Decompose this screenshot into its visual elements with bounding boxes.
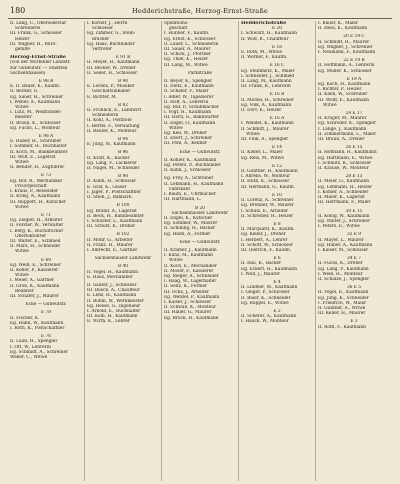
- house-number: B 100: [116, 203, 130, 209]
- resident-entry: II. Fröhlich, E., Landwirt: [87, 108, 142, 114]
- house-number: E 76: [41, 334, 51, 340]
- resident-entry: I. Ahrens, W., Monteur: [241, 174, 291, 180]
- resident-entry: II. Kohl, A., Postbote: [87, 118, 132, 124]
- resident-entry: Eg. Keil, W., Dreher: [164, 131, 207, 137]
- house-number: Ecke — Gutleutstr.: [179, 239, 221, 245]
- resident-entry: II. Vogel, E., Kaufmann: [318, 290, 369, 296]
- resident-entry: III. Dietrich, F., Kaufm.: [241, 247, 292, 253]
- resident-entry: Eg. Reis, M., Witwe: [241, 155, 284, 161]
- resident-entry: II. Sauter, J., Schlosser: [87, 282, 137, 288]
- resident-entry: III. Pohl, A., Kellner: [164, 141, 207, 147]
- resident-entry: I. Peters, E., Witwe: [318, 224, 360, 230]
- resident-entry: Eg. Walter, J., Schreiner: [318, 218, 371, 224]
- resident-entry: II. Rau, K., Bäcker: [241, 261, 282, 267]
- resident-entry: I. Kaiser, M., Schlosser: [318, 247, 369, 253]
- resident-entry: II. Kühn, J., Schlosser: [164, 168, 211, 174]
- resident-entry: II. Koch, E., Mechaniker: [164, 263, 217, 269]
- house-number: E 16 C: [269, 63, 285, 69]
- resident-entry: II. Ebert, J., Schreiner: [164, 136, 213, 142]
- page-header: [8, 6, 392, 19]
- resident-entry: Eg. Ruppel, E., Witwe: [241, 300, 289, 306]
- resident-entry: Witwe: [15, 160, 29, 166]
- resident-entry: II. Schulze, J., Spengler: [318, 276, 370, 282]
- resident-entry: I. Friedrich, W., Maler: [318, 300, 367, 306]
- resident-entry: II. Kiefer, L., Maler: [241, 150, 283, 156]
- resident-entry: Witwe: [15, 105, 29, 111]
- resident-entry: III. Frank, R., Lehrerin: [241, 84, 291, 90]
- house-number: E 98 A: [38, 134, 54, 140]
- house-number: 20 E 19 C: [343, 34, 365, 40]
- resident-entry: Witwe: [15, 249, 29, 255]
- resident-entry: III. Ochs, J., Arbeiter: [164, 289, 210, 295]
- resident-entry: I. Geiger, P., Schlosser: [241, 290, 290, 296]
- resident-entry: III. Becker, W., Dreher: [87, 65, 136, 71]
- resident-entry: II. Marquard, K., Kaufm.: [241, 227, 295, 233]
- resident-entry: zur Gutleutstr. — Stadtteil: [10, 65, 68, 71]
- resident-entry: I. Adler, W., Tapezierer: [164, 94, 214, 100]
- resident-entry: II. Förster, W., Verwalter: [10, 223, 64, 229]
- resident-entry: II. Huth, K., Schlosser: [241, 179, 290, 185]
- resident-entry: Eg. Thiel, K., Heizer: [164, 57, 209, 63]
- resident-entry: III. Schütz, K., Dreher: [87, 224, 136, 230]
- house-number: B 92: [118, 102, 128, 108]
- resident-entry: II. Günther, A., Witwe: [318, 305, 366, 311]
- resident-entry: E. Jung, W., Kaufmann: [87, 142, 136, 148]
- resident-entry: Eg. Koch, H., Kaufmann: [318, 82, 371, 88]
- resident-entry: Frisörgeschäft: [15, 183, 47, 189]
- resident-entry: II. Beyer, K., Spengler: [164, 79, 213, 85]
- resident-entry: III. Ruppert, H., Kutscher: [10, 199, 66, 205]
- resident-entry: I. Schwarz, H., Kaufmann: [241, 31, 297, 37]
- resident-entry: E. Roth, M., Witwe: [241, 50, 283, 56]
- resident-entry: Eg. Lehmann, H., Heizer: [318, 184, 373, 190]
- resident-entry: I. Baum, E., Uhrmacher: [164, 192, 216, 198]
- resident-entry: II. Franz, H., Maurer: [87, 242, 133, 248]
- resident-entry: gehilfe: [15, 47, 30, 53]
- house-number: E 18: [272, 44, 282, 50]
- resident-entry: I. Schmitz, K., Schlosser: [318, 160, 372, 166]
- resident-entry: II. Dietz, E., Kaufmann: [164, 84, 214, 90]
- resident-entry: II. Groß, K., Kaufmann: [10, 283, 60, 289]
- resident-entry: Eg. Lang, F., Lackierer: [87, 160, 137, 166]
- resident-entry: II. Mayer, L., Maurer: [318, 237, 364, 243]
- house-number: E 73: [41, 173, 51, 179]
- resident-entry: II. Beck, H., Bahnbeamter: [87, 213, 144, 219]
- house-number: B 94: [118, 137, 128, 143]
- resident-entry: II. Hofmann, R., Kaufmann: [318, 150, 377, 156]
- resident-entry: II. Krieg, A., Kaufmann: [10, 194, 61, 200]
- resident-entry: II. Nagel, M., Schneider: [87, 166, 140, 172]
- resident-entry: II. Moser, F., Kassierer: [164, 268, 214, 274]
- resident-entry: (von der Mörfelder Landstr.: [10, 60, 71, 66]
- directory-column-3: [162, 21, 239, 481]
- resident-entry: Eg. Jung, K., Schneider: [318, 295, 369, 301]
- resident-entry: Eg. Müller, K., Schlosser: [318, 68, 372, 74]
- resident-entry: Eg. Keller, J., Dreher: [241, 232, 286, 238]
- resident-entry: Eg. Hesse, G., Ingenieur: [87, 303, 141, 309]
- resident-entry: II. Meyer, H., Kaufmann: [87, 60, 140, 66]
- house-number: 30 E 11: [345, 208, 363, 214]
- resident-entry: I. Haag, W., Lagerhalter: [164, 279, 217, 285]
- resident-entry: Eg. Haas, Buchbinder: [87, 41, 135, 47]
- resident-entry: II. Keller, P., Kassierer: [10, 267, 59, 273]
- house-number: 32 E 9: [346, 232, 362, 238]
- resident-entry: Witwe: [15, 204, 29, 210]
- house-number: E 69: [41, 257, 51, 263]
- resident-entry: II. Schott, W., Schlosser: [241, 242, 293, 248]
- resident-entry: drucker: [92, 36, 110, 42]
- resident-entry: E. Lenz, H., Kaufmann: [87, 293, 137, 299]
- resident-entry: II. Engel, K., Kutscher: [164, 215, 213, 221]
- resident-entry: III. Busch, A., Chauffeur: [87, 288, 140, 294]
- resident-entry: Eg. Weiß, E., Schreiner: [10, 262, 61, 268]
- house-number: E 20: [272, 26, 282, 32]
- resident-entry: II. Bender, H., Zugführer: [10, 165, 65, 171]
- resident-entry: II. Krause, W., Monteur: [318, 166, 369, 172]
- house-number: E 2: [273, 308, 281, 314]
- resident-entry: I. Kaiser, J., Schlosser: [164, 299, 212, 305]
- resident-entry: Eg. Rieger, A., Schneider: [164, 273, 219, 279]
- house-number: 26 E 15: [345, 145, 363, 151]
- resident-entry: Schlosser: [92, 26, 114, 32]
- resident-entry: Fabrikant: [169, 186, 191, 192]
- resident-entry: Eg. Schröder, K., Spengler: [318, 121, 377, 127]
- resident-entry: II. König, W., Kaufmann: [318, 213, 370, 219]
- house-number: E 6: [273, 256, 281, 262]
- house-number: B 40: [118, 264, 128, 270]
- resident-entry: Eg. Brück, H., Kaufmann: [164, 315, 219, 321]
- resident-entry: Weber, C., Witwe: [10, 354, 48, 360]
- house-number: E 98 B: [38, 79, 54, 85]
- resident-entry: II. Becker, G.: [10, 89, 39, 95]
- resident-entry: Sachsenhausen): [10, 70, 46, 76]
- resident-entry: Eg. Fuchs, L., Monteur: [10, 125, 61, 131]
- resident-entry: II. Dörr, K., Heizer: [241, 108, 282, 114]
- resident-entry: III. Lang, M., Witwe: [164, 62, 208, 68]
- resident-entry: II. Köhler, K., Kaufmann: [164, 157, 217, 163]
- resident-entry: II. Koch, M., Bankbeamter: [10, 149, 68, 155]
- house-number: B 98: [118, 174, 128, 180]
- resident-entry: Eg. Wagner, J., Schreiner: [318, 44, 373, 50]
- resident-entry: III. Kolb, H., Kaufmann: [87, 314, 138, 320]
- resident-entry: II. Günther, H., Kaufmann: [241, 169, 298, 175]
- resident-entry: E. Huber, H., Schreiner: [10, 139, 62, 145]
- resident-entry: Geschäftsinhaber: [92, 89, 131, 95]
- resident-entry: I. Arnold, E., Buchhalter: [87, 308, 141, 314]
- resident-entry: Eg. Heim, A., Former: [164, 231, 211, 237]
- resident-entry: II. Schmitt, J., Maurer: [241, 126, 289, 132]
- resident-entry: I. Lange, J., Kaufmann: [318, 126, 367, 132]
- house-number: 28 E 13: [345, 174, 363, 180]
- resident-entry: II. Roth, F., Kaufmann: [318, 324, 366, 330]
- resident-entry: I. Weber, A., Kaufmann: [10, 99, 61, 105]
- resident-entry: Speditions-: [164, 21, 189, 26]
- resident-entry: I. Neumann, F., Kaufmann: [318, 50, 376, 56]
- resident-entry: II. Engel, O., Kaufmann: [164, 120, 216, 126]
- resident-entry: Eg. Brand, A., Lagerist: [87, 208, 137, 214]
- house-number: 22 E 19 B: [343, 58, 365, 64]
- resident-entry: II. Schreiber, H., Heizer: [241, 213, 294, 219]
- resident-entry: Eg. Zimmer, G., Stein-: [87, 31, 136, 37]
- resident-entry: I. Bauer, K., Maler: [318, 21, 359, 26]
- directory-columns: [8, 21, 392, 481]
- resident-entry: Witwe: [15, 273, 29, 279]
- house-number: E 91 B: [115, 55, 131, 61]
- house-number: B 102: [116, 232, 130, 238]
- resident-entry: Beamter: [15, 288, 34, 294]
- resident-entry: II. Wolf, R., Chauffeur: [241, 36, 289, 42]
- resident-entry: Schneiderin: [92, 113, 119, 119]
- resident-entry: E. Lorenz, P., Musiker: [87, 84, 135, 90]
- resident-entry: I. Berg, K., Buchdrucker: [10, 228, 64, 234]
- resident-entry: Witwe: [169, 125, 183, 131]
- house-number: E 71: [41, 212, 51, 218]
- resident-entry: II. Fuchs, K., Dreher: [318, 261, 363, 267]
- house-number: B 90: [118, 79, 128, 85]
- street-heading: Hedderichstraße: [241, 21, 287, 26]
- resident-entry: III. Herrmann, F., Maler: [318, 200, 371, 206]
- resident-entry: Eg. Ruf, P., Schuhmacher: [164, 105, 219, 111]
- resident-entry: Eg. Lang, P., Kaufmann: [318, 266, 369, 272]
- resident-entry: II. Scherer, A., Kaufmann: [241, 314, 297, 320]
- resident-entry: E. Wirth, K., Lehrer: [87, 319, 130, 325]
- resident-entry: Eg. Hahn, W., Kaufmann: [10, 320, 64, 326]
- directory-column-5: [316, 21, 392, 481]
- resident-entry: II. Schwab, K., Monteur: [164, 305, 217, 311]
- house-number: Ecke — Gutleutstr.: [25, 302, 67, 308]
- house-number: E 78: [41, 310, 51, 316]
- resident-entry: II. Seiler, H., Schlosser: [87, 70, 138, 76]
- street-heading: Herzog-Ernst-Straße: [10, 55, 66, 61]
- resident-entry: III. Sauer, A., Maurer: [164, 47, 211, 53]
- resident-entry: II. Fischer, K.: [10, 315, 40, 321]
- house-number: Ecke — Gutleutstr.: [179, 149, 221, 155]
- resident-entry: II. Hoffmann, A., Lehrerin: [318, 63, 375, 69]
- resident-entry: III. Schäfer, J., Maurer: [10, 293, 59, 299]
- resident-entry: E. II. Bauer, K., Kaufm.: [10, 84, 61, 90]
- resident-entry: III. Walter, E., Schmied: [10, 238, 61, 244]
- resident-entry: I. Herbert, A., Lehrer: [241, 237, 288, 243]
- resident-entry: E. Graf, K., Glaser: [87, 184, 127, 190]
- resident-entry: I. Sommer, H., Buchhalter: [10, 144, 67, 150]
- house-number: 36 E 5: [346, 285, 362, 291]
- resident-entry: II. Lang, C., Obersekretär: [10, 21, 67, 26]
- resident-entry: I. Köhler, A., Schneider: [318, 189, 369, 195]
- resident-entry: II. Hess, K., Kaufmann: [318, 26, 368, 32]
- resident-entry: Eg. Ziegler, H., Arbeiter: [10, 218, 63, 224]
- resident-entry: I. Hübner, F., Kaufm.: [164, 31, 210, 37]
- house-number: Sachsenhäuser Landwehr: [171, 210, 229, 216]
- resident-entry: I. Richter, P., Heizer: [318, 87, 362, 93]
- resident-entry: II. Schick, J., Pförtner: [164, 52, 212, 58]
- house-number: E 12: [272, 163, 282, 169]
- resident-entry: Eg. Sommer, W., Maurer: [164, 221, 218, 227]
- resident-entry: II. Klein, W., Schreiner: [318, 92, 368, 98]
- resident-entry: II. Lang, M., Kaufmann: [241, 79, 292, 85]
- resident-entry: Oberlokführer: [15, 233, 47, 239]
- house-number: E 10: [272, 192, 282, 198]
- resident-entry: II. Schilling, H., Bäcker: [164, 226, 216, 232]
- resident-entry: III. Wolf, E., Lagerist: [10, 154, 56, 160]
- resident-entry: Eg. Ernst, K., Schlosser: [164, 36, 216, 42]
- resident-entry: III. Horn, G., Bahnwärter: [164, 115, 219, 121]
- resident-entry: I. Schulz, E., Arbeiter: [241, 208, 289, 214]
- resident-entry: II. Krüger, M., Maurer: [318, 116, 367, 122]
- resident-entry: II. Reuter, K., Monteur: [87, 128, 137, 134]
- resident-entry: I. Lutz, M., Weißbinder-: [10, 110, 62, 116]
- resident-entry: II. Mohr, G., Arbeiter: [87, 237, 133, 243]
- directory-column-1: [8, 21, 85, 481]
- resident-entry: II. Kraft, K., Bäcker: [87, 155, 130, 161]
- resident-entry: I. Ott, W., Lehrerin: [10, 344, 51, 350]
- resident-entry: III. Braun, A., Dreher: [318, 137, 365, 143]
- house-number: B 20: [195, 205, 205, 211]
- resident-entry: III. Hartmann, L.: [164, 197, 202, 203]
- resident-entry: III. Frank, G., Schlosser: [10, 31, 62, 37]
- resident-entry: III. Haller, G., Maurer: [164, 310, 212, 316]
- resident-entry: I. Schuster, L., Kaufmann: [87, 218, 143, 224]
- house-number: B 96: [118, 150, 128, 156]
- resident-entry: II. Böhm, W., Werkmeister: [87, 298, 144, 304]
- resident-entry: I. Roth, K., Postschaffner: [10, 325, 65, 331]
- resident-entry: III. Wagner, H., Büro-: [10, 41, 57, 47]
- resident-entry: II. Seitz, K., Former: [164, 284, 208, 290]
- resident-entry: I. Vogt, H., Kaufmann: [164, 110, 212, 116]
- resident-entry: I. Weiß, H., Monteur: [318, 271, 363, 277]
- resident-entry: I. Kraus, P., Reisender: [10, 189, 59, 195]
- resident-entry: II. Kuhn, H., Schlosser: [87, 179, 137, 185]
- resident-entry: I. Jäger, P., Postschaffner: [87, 189, 142, 195]
- resident-entry: II. Zimmermann, L., Maler: [318, 131, 377, 137]
- resident-entry: Witwe: [323, 102, 337, 108]
- resident-entry: II. Michel, H., Schreiner: [241, 97, 295, 103]
- resident-entry: E. Haas, Mechaniker: [87, 274, 133, 280]
- resident-entry: Eg. Frey, A., Schreiner: [164, 176, 214, 182]
- house-number: Parkstraße: [188, 70, 212, 76]
- resident-entry: I. Schneider, J., Schmied: [241, 73, 295, 79]
- resident-entry: II. Lorenz, A., Schreiner: [241, 198, 294, 204]
- resident-entry: I. Albrecht, E., Gärtner: [87, 247, 138, 253]
- resident-entry: I. Hauck, W., Monteur: [241, 319, 289, 325]
- resident-entry: Eg. Hof, R., Mechaniker: [10, 178, 63, 184]
- resident-entry: Eg. Hartmann, E., Witwe: [318, 155, 373, 161]
- resident-entry: II. Baier, K., Schneider: [241, 295, 291, 301]
- house-number: E 19 A: [346, 76, 362, 82]
- house-number: E 16 A: [269, 116, 285, 122]
- resident-entry: E. Richter, M.: [87, 94, 118, 100]
- resident-entry: Heizer: [15, 36, 30, 42]
- resident-entry: Eg. Brenner, W., Maurer: [241, 203, 294, 209]
- house-number: E 14: [272, 145, 282, 151]
- resident-entry: II. Vogel, H., Kaufmann: [87, 269, 138, 275]
- resident-entry: Witwe: [169, 258, 183, 264]
- resident-entry: II. Braun, K., Schlosser: [10, 120, 61, 126]
- house-number: 24 E 17: [345, 111, 363, 117]
- resident-entry: Eg. Schmidt, A., Schreiner: [10, 349, 69, 355]
- resident-entry: Eg. Peters, P., Buchbinder: [164, 163, 221, 169]
- resident-entry: II. Hoff, A., Lehrerin: [164, 99, 209, 105]
- resident-entry: II. Lindner, M., Kaufmann: [241, 285, 298, 291]
- directory-column-2: [85, 21, 162, 481]
- house-number: E 3: [350, 319, 358, 325]
- resident-entry: II. Laun, H., Spengler: [10, 339, 58, 345]
- resident-entry: III. Hermann, G., Kaufm.: [241, 184, 296, 190]
- resident-entry: II. Maier, K., Lagerist: [318, 195, 365, 201]
- page-number: 180: [10, 6, 26, 15]
- running-head: Hedderichstraße, Herzog-Ernst-Straße: [132, 7, 268, 15]
- resident-entry: I. Wendel, K., Kaufmann: [241, 121, 294, 127]
- resident-entry: II. Krämer, J., Kaufmann: [164, 247, 217, 253]
- resident-entry: II. Stein, J., Bahnarb.: [87, 195, 133, 201]
- house-number: E 8: [273, 221, 281, 227]
- resident-entry: II. Schmidt, H., Maurer: [318, 39, 370, 45]
- resident-entry: Vertreter: [92, 47, 112, 53]
- house-number: Sachsenhäuser Landwehr: [94, 256, 152, 262]
- resident-entry: II. Lehmann, H., Kaufmann: [164, 181, 224, 187]
- resident-entry: Eg. Huber, A., Kaufmann: [318, 242, 373, 248]
- directory-column-4: [239, 21, 316, 481]
- resident-entry: Eg. Eckert, H., Kaufmann: [241, 266, 297, 272]
- resident-entry: III. Fink, A., Spengler: [241, 137, 289, 143]
- resident-entry: Witwe: [246, 131, 260, 137]
- resident-entry: meister: [15, 115, 32, 121]
- resident-entry: I. Körner, J., Herrn: [87, 21, 128, 26]
- resident-entry: Schreinerei: [15, 26, 41, 32]
- resident-entry: III. Keller, H., Maurer: [318, 311, 366, 317]
- resident-entry: Eg. Wenzel, P., Kaufmann: [164, 294, 220, 300]
- resident-entry: II. Werner, F., Kaufm.: [241, 55, 288, 61]
- resident-entry: II. Lauer, L., Schneiderin: [164, 41, 219, 47]
- resident-entry: I. Kunz, M., Kaufmann: [164, 253, 213, 259]
- resident-entry: Eg. Volk, A., Kaufmann: [241, 102, 292, 108]
- resident-entry: Eg. Sauer, H., Schreiner: [10, 94, 64, 100]
- resident-entry: II. Meier, G., Kaufmann: [318, 179, 369, 185]
- house-number: E 4: [273, 279, 281, 285]
- resident-entry: I. Meier, A., Gärtner: [10, 278, 54, 284]
- resident-entry: Eg. Steinmetz, K., Maler: [241, 68, 295, 74]
- resident-entry: II. Schäfer, F., Maler: [164, 89, 209, 95]
- resident-entry: III. Wolff, E., Kaufmann: [318, 97, 370, 103]
- resident-entry: I. Wild, J., Maurer: [241, 271, 280, 277]
- resident-entry: I. Hertel, F., Verwaltung: [87, 123, 140, 129]
- house-number: 34 E 7: [346, 256, 362, 262]
- resident-entry: II. Marx, H., Schneider: [10, 244, 61, 250]
- house-number: E 16 B: [269, 92, 285, 98]
- resident-entry: geschäft: [169, 26, 188, 32]
